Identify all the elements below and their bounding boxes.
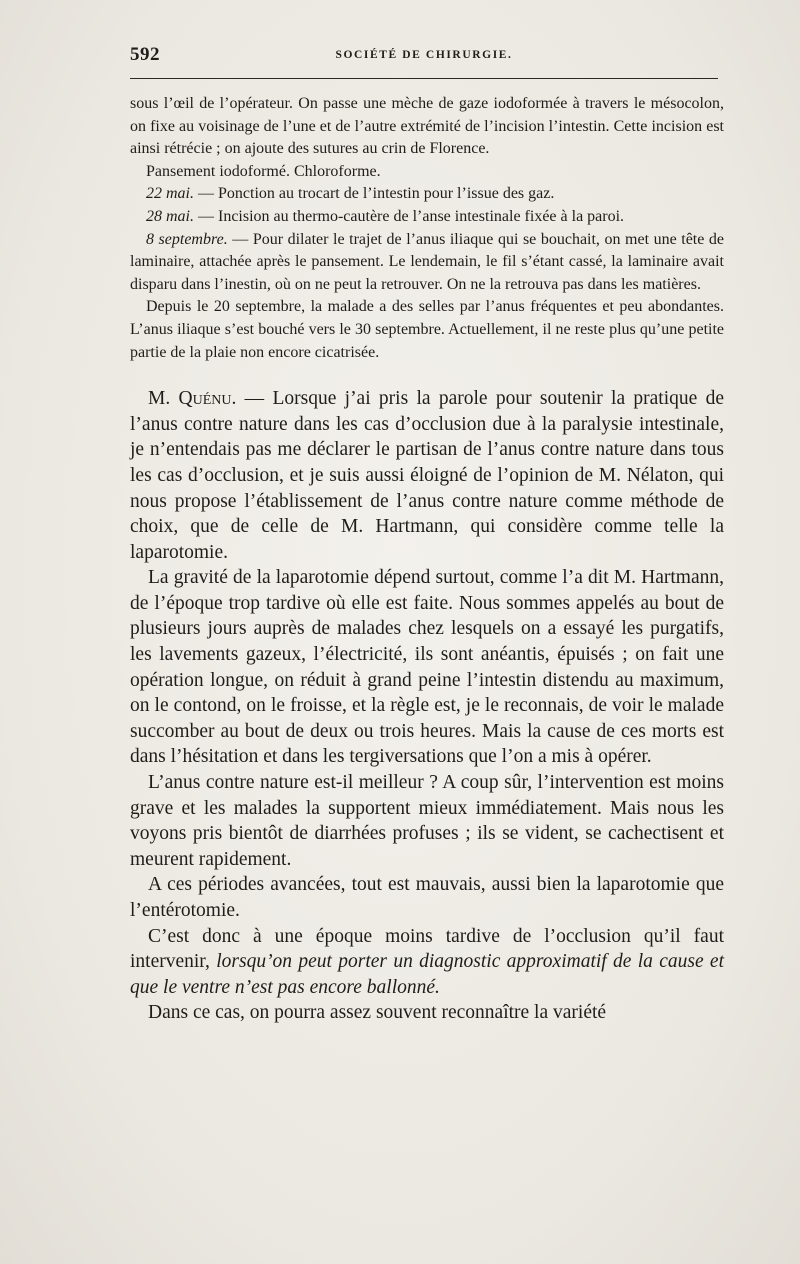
- case-paragraph: [130, 206, 724, 229]
- entry-date: 8 septembre.: [146, 230, 228, 248]
- speech-text: C’est donc à une époque moins tardive de l’occlusion qu’il faut intervenir,: [130, 925, 724, 973]
- discussion-section: [130, 386, 724, 1026]
- entry-text: — Pour dilater le trajet de l’anus iliaque qui se bouchait, on met une tête de laminaire, attachée après le pansement. Le lendemain, le fil s’étant cassé, la laminaire avait disparu dans l’inestin, où on ne peut la retrouver. On ne la retrouva pas dans les matières.: [130, 230, 724, 293]
- entry-date: 28 mai.: [146, 207, 194, 225]
- header-rule: [130, 78, 718, 79]
- case-paragraph: Depuis le 20 septembre, la malade a des selles par l’anus fréquentes et peu abondantes. L’anus iliaque s’est bouché vers le 30 septembre. Actuellement, il ne reste plus qu’une petite partie de la plaie non encore cicatrisée.: [130, 298, 724, 361]
- entry-text: — Incision au thermo-cautère de l’anse intestinale fixée à la paroi.: [194, 207, 625, 225]
- discussion-paragraph: [130, 924, 724, 1001]
- case-report-section: [130, 93, 724, 364]
- discussion-paragraph: [130, 386, 724, 565]
- speech-text: — Lorsque j’ai pris la parole pour soutenir la pratique de l’anus contre nature dans les cas d’occlusion due à la paralysie intestinale, je n’entendais pas me déclarer le partisan de l’anus contre nature dans tous les cas d’occlusion, et je suis aussi éloigné de l’opinion de M. Nélaton, qui nous propose l’établissement de l’anus contre nature comme méthode de choix, que de celle de M. Hartmann, qui considère comme telle la laparotomie.: [130, 388, 724, 563]
- speaker-name: M. Quénu.: [148, 388, 237, 410]
- discussion-paragraph: Dans ce cas, on pourra assez souvent reconnaître la variété: [148, 1002, 607, 1024]
- page-header: [130, 44, 718, 68]
- running-head: SOCIÉTÉ DE CHIRURGIE.: [335, 49, 513, 61]
- discussion-paragraph: La gravité de la laparotomie dépend surtout, comme l’a dit M. Hartmann, de l’époque trop tardive où elle est faite. Nous sommes appelés au bout de plusieurs jours auprès de malades chez lesquels on a essayé les purgatifs, les lavements gazeux, l’électricité, ils sont anéantis, épuisés ; on fait une opération longue, on réduit à grand peine l’intestin distendu au maximum, on le contond, on le froisse, et la règle est, je le reconnais, de voir le malade succomber au bout de deux ou trois heures. Mais la cause de ces morts est dans l’hésitation et dans les tergiversations que l’on a mis à opérer.: [130, 567, 724, 768]
- discussion-paragraph: L’anus contre nature est-il meilleur ? A coup sûr, l’intervention est moins grave et les malades la supportent mieux immédiatement. Mais nous les voyons pris bientôt de diarrhées profuses ; ils se vident, se cachectisent et meurent rapidement.: [130, 772, 724, 870]
- discussion-paragraph: A ces périodes avancées, tout est mauvais, aussi bien la laparotomie que l’entérotomie.: [130, 874, 724, 921]
- case-paragraph: [130, 229, 724, 297]
- section-gap: [130, 364, 724, 386]
- case-paragraph: sous l’œil de l’opérateur. On passe une mèche de gaze iodoformée à travers le mésocolon, on fixe au voisinage de l’une et de l’autre extrémité de l’incision l’intestin. Cette incision est ainsi rétrécie ; on ajoute des sutures au crin de Florence.: [130, 95, 724, 158]
- page-body: [130, 93, 724, 1026]
- case-paragraph: Pansement iodoformé. Chloroforme.: [146, 162, 381, 180]
- page-number: 592: [130, 44, 160, 65]
- emphasized-text: lorsqu’on peut porter un diagnostic approximatif de la cause et que le ventre n’est pas encore ballonné.: [130, 951, 724, 998]
- entry-date: 22 mai.: [146, 185, 194, 203]
- entry-text: — Ponction au trocart de l’intestin pour l’issue des gaz.: [194, 185, 555, 203]
- case-paragraph: [130, 183, 724, 206]
